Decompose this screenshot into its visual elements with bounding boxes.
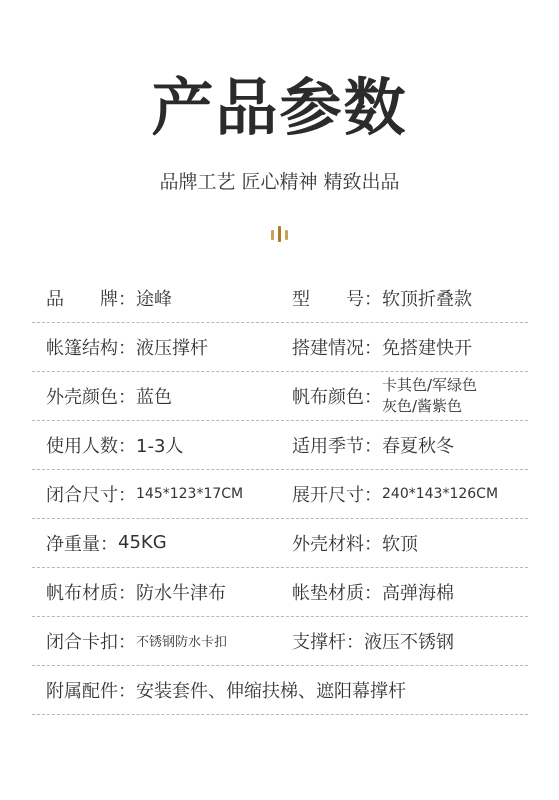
spec-season: 适用季节： 春夏秋冬	[292, 435, 454, 457]
table-row	[32, 568, 528, 617]
spec-shell-material: 外壳材料： 软顶	[292, 533, 418, 555]
spec-shell-color: 外壳颜色： 蓝色	[46, 386, 172, 408]
spec-setup: 搭建情况： 免搭建快开	[292, 337, 472, 359]
spec-brand: 品 牌： 途峰	[46, 288, 172, 310]
page-subtitle: 品牌工艺 匠心精神 精致出品	[159, 171, 400, 193]
spec-weight: 净重量： 45KG	[46, 532, 167, 555]
spec-canvas-material: 帆布材质： 防水牛津布	[46, 582, 226, 604]
spec-support-rod: 支撑杆： 液压不锈钢	[292, 631, 454, 653]
spec-model: 型 号： 软顶折叠款	[292, 288, 472, 310]
table-row	[32, 519, 528, 568]
table-row	[32, 470, 528, 519]
spec-accessories: 附属配件：安装套件、伸缩扶梯、遮阳幕撑杆	[46, 680, 406, 702]
page-title: 产品参数	[151, 71, 408, 144]
spec-open-size: 展开尺寸： 240*143*126CM	[292, 484, 499, 506]
table-row	[32, 372, 528, 421]
spec-table	[32, 274, 528, 715]
spec-capacity: 使用人数： 1-3人	[46, 435, 184, 457]
table-row	[32, 666, 528, 715]
spec-buckle: 闭合卡扣： 不锈钢防水卡扣	[46, 631, 228, 653]
table-row	[32, 274, 528, 323]
spec-closed-size: 闭合尺寸： 145*123*17CM	[46, 484, 244, 506]
spec-canvas-color: 帆布颜色： 卡其色/军绿色 灰色/酱紫色	[292, 375, 478, 415]
table-row	[32, 421, 528, 470]
table-row	[32, 323, 528, 372]
decorative-bars-icon	[268, 226, 292, 244]
spec-mat-material: 帐垫材质： 高弹海棉	[292, 582, 454, 604]
table-row	[32, 617, 528, 666]
spec-structure: 帐篷结构： 液压撑杆	[46, 337, 208, 359]
